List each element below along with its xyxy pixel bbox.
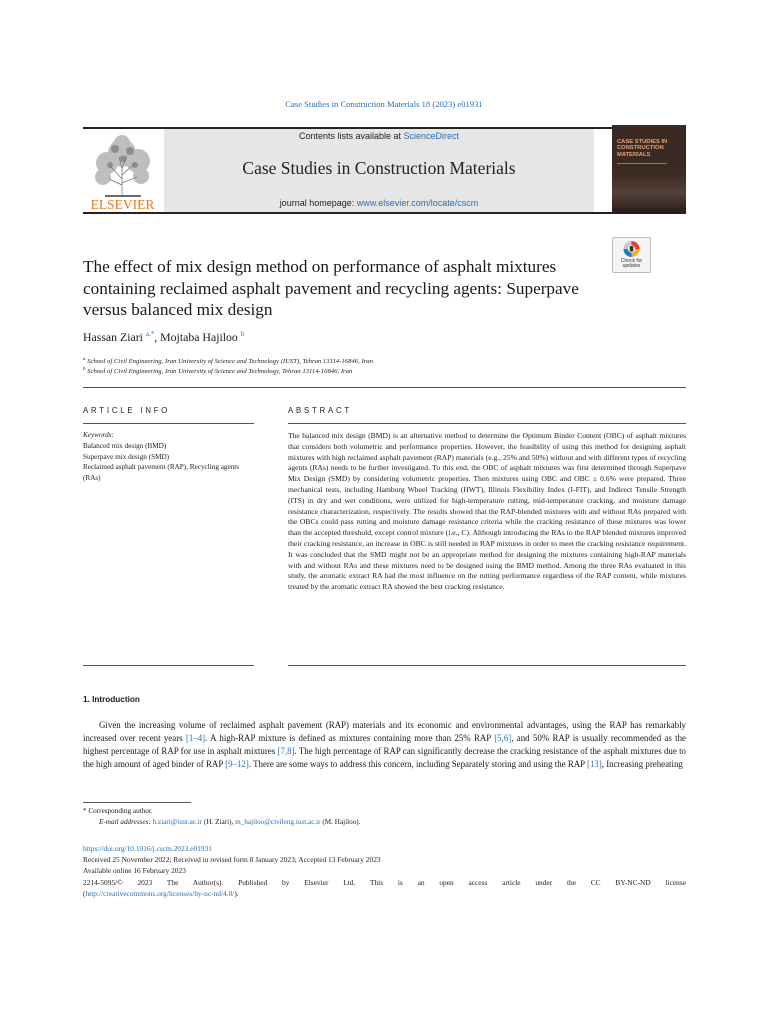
email-addresses <box>99 818 361 826</box>
affiliation-text: School of Civil Engineering, Iran University of Science and Technology (IUST), Tehran 13114-16846, Iran <box>87 358 373 366</box>
affiliation <box>83 357 373 365</box>
section-heading: 1. Introduction <box>83 695 140 704</box>
divider <box>83 665 254 666</box>
citation-link[interactable]: [1–4] <box>185 733 206 744</box>
citation-link[interactable]: [9–12] <box>225 759 249 770</box>
author-separator: , <box>154 330 161 344</box>
author-affiliation-mark[interactable]: b <box>240 330 245 339</box>
footnote-divider <box>83 802 191 803</box>
contents-line <box>164 131 594 141</box>
author-name[interactable]: Mojtaba Hajiloo <box>160 330 238 344</box>
corresponding-author-note: * Corresponding author. <box>83 807 153 815</box>
license-paren-open: ( <box>83 888 86 898</box>
divider <box>288 665 686 666</box>
journal-homepage-link[interactable]: www.elsevier.com/locate/cscm <box>356 198 479 208</box>
affiliation-text: School of Civil Engineering, Iran University of Science and Technology, Tehran 13114-16846, Iran <box>87 368 353 376</box>
svg-text:ELSEVIER: ELSEVIER <box>90 197 155 212</box>
divider <box>83 387 686 388</box>
citation-link[interactable]: [13] <box>586 759 602 770</box>
intro-text: , Increasing preheating <box>601 759 683 770</box>
email-owner: (M. Hajiloo). <box>320 818 361 826</box>
introduction-paragraph <box>83 719 686 771</box>
license-url-line <box>83 888 686 899</box>
keyword: Superpave mix design (SMD) <box>83 452 170 461</box>
author-affiliation-mark[interactable]: a,* <box>145 330 155 339</box>
available-online: Available online 16 February 2023 <box>83 866 186 876</box>
homepage-prefix: journal homepage: <box>279 198 357 208</box>
running-head[interactable]: Case Studies in Construction Materials 18 (2023) e01931 <box>285 99 483 109</box>
license-link[interactable]: http://creativecommons.org/licenses/by-nc-nd/4.0/ <box>85 888 235 898</box>
divider <box>288 423 686 424</box>
keywords-label: Keywords: <box>83 431 114 439</box>
email-label: E-mail addresses: <box>99 818 151 826</box>
citation-link[interactable]: [7,8] <box>277 746 295 757</box>
affiliation <box>83 367 352 375</box>
email-link[interactable]: h.ziari@iust.ac.ir <box>152 818 203 826</box>
received-dates: Received 25 November 2022; Received in revised form 8 January 2023; Accepted 13 February 2023 <box>83 855 381 865</box>
abstract-heading: ABSTRACT <box>288 406 352 415</box>
journal-name: Case Studies in Construction Materials <box>242 158 516 178</box>
intro-text: . The high percentage of RAP can significantly decrease the cracking resistance of the asphalt mixtures due to the high amount of aged binder of RAP <box>83 746 686 770</box>
affiliation-mark: b <box>83 367 86 372</box>
contents-prefix: Contents lists available at <box>298 131 404 141</box>
keywords-block <box>83 430 258 484</box>
intro-text: . There are some ways to address this concern, including Separately storing and using the RAP <box>248 759 587 770</box>
citation-link[interactable]: [5,6] <box>494 733 512 744</box>
intro-text: . A high-RAP mixture is defined as mixtures containing more than 25% RAP <box>205 733 495 744</box>
email-link[interactable]: m_hajiloo@civileng.iust.ac.ir <box>235 818 321 826</box>
license-text: 2214-5095/© 2023 The Author(s). Published by Elsevier Ltd. This is an open access article under the CC BY-NC-ND license <box>83 877 686 887</box>
sciencedirect-link[interactable]: ScienceDirect <box>403 131 460 141</box>
cover-divider <box>617 163 667 164</box>
keyword: Reclaimed asphalt pavement (RAP), Recycling agents (RAs) <box>83 463 240 483</box>
article-info-heading: ARTICLE INFO <box>83 406 171 415</box>
homepage-line <box>164 198 594 208</box>
article-title: The effect of mix design method on performance of asphalt mixtures containing reclaimed asphalt pavement and recycling agents: Superpave versus balanced mix design <box>83 257 579 319</box>
license-paren-close: ). <box>234 888 239 898</box>
author-name[interactable]: Hassan Ziari <box>83 330 143 344</box>
affiliation-mark: a <box>83 357 86 362</box>
intro-text: Given the increasing volume of reclaimed asphalt pavement (RAP) materials and its economic and environmental advantages, using the RAP has remarkably increased over recent years <box>83 720 686 744</box>
elsevier-logo[interactable] <box>83 129 162 212</box>
intro-text: , and 50% RAP is usually recommended as the highest percentage of RAP for use in asphalt mixtures <box>83 733 686 757</box>
check-for-updates-button[interactable] <box>612 237 651 273</box>
email-owner: (H. Ziari), <box>202 818 236 826</box>
masthead-rule-bottom <box>83 212 686 214</box>
abstract-text: The balanced mix design (BMD) is an alternative method to determine the Optimum Binder Content (OBC) of asphalt mixtures that considers both volumetric and performance properties. However, the feasibility of using this method for designing asphalt mixtures with high reclaimed asphalt pavement (RAP) materials (e.g., 25% and 50%) without and with different types of recycling agents (RAs) needs to be further investigated. To this end, the OBC of asphalt mixtures was first determined through Superpave Mix Design (SMD) by considering volumetric properties. Then mixtures using OBC and OBC ± 0.6% were prepared. Three mechanical tests, including Hamburg Wheel Tracking (HWT), Illinois Flexibility Index (I-FIT), and Indirect Tensile Strength (ITS) in dry and wet conditions, were utilized for high-temperature rutting, mid-temperature cracking, and moisture damage resistance characterization, respectively. The results showed that the RAP-blended mixtures with and without RAs prepared with the OBCs could pass rutting and moisture damage resistance criteria while the cracking resistance of these mixtures was lower than the accepted threshold, except control mixture (i.e., C). Although introducing the RAs to the RAP blended mixtures improved their cracking resistance, an increase in OBC is still needed in RAP mixtures in order to meet the cracking resistance requirement. It was concluded that the SMD might not be an appropriate method for designing the mixtures containing high-RAP materials with and without RAs and these mixtures need to be designed using the BMD method. Among the three RAs evaluated in this study, the aromatic extract RA had the most influence on the rutting performance regardless of the RAP content, while mixtures treated by the aromatic extract RA showed the best cracking resistance. <box>288 431 686 592</box>
cover-image <box>612 173 686 212</box>
publication-info <box>83 843 686 899</box>
check-updates-icon <box>613 238 650 260</box>
doi-link[interactable]: https://doi.org/10.1016/j.cscm.2023.e01931 <box>83 844 212 853</box>
elsevier-tree-icon <box>83 129 162 212</box>
check-updates-label: Check for updates <box>620 258 643 270</box>
divider <box>83 423 254 424</box>
journal-cover[interactable] <box>612 125 686 212</box>
keyword: Balanced mix design (BMD) <box>83 441 167 450</box>
cover-title: CASE STUDIES IN CONSTRUCTION MATERIALS <box>617 139 668 158</box>
author-list <box>83 330 244 345</box>
